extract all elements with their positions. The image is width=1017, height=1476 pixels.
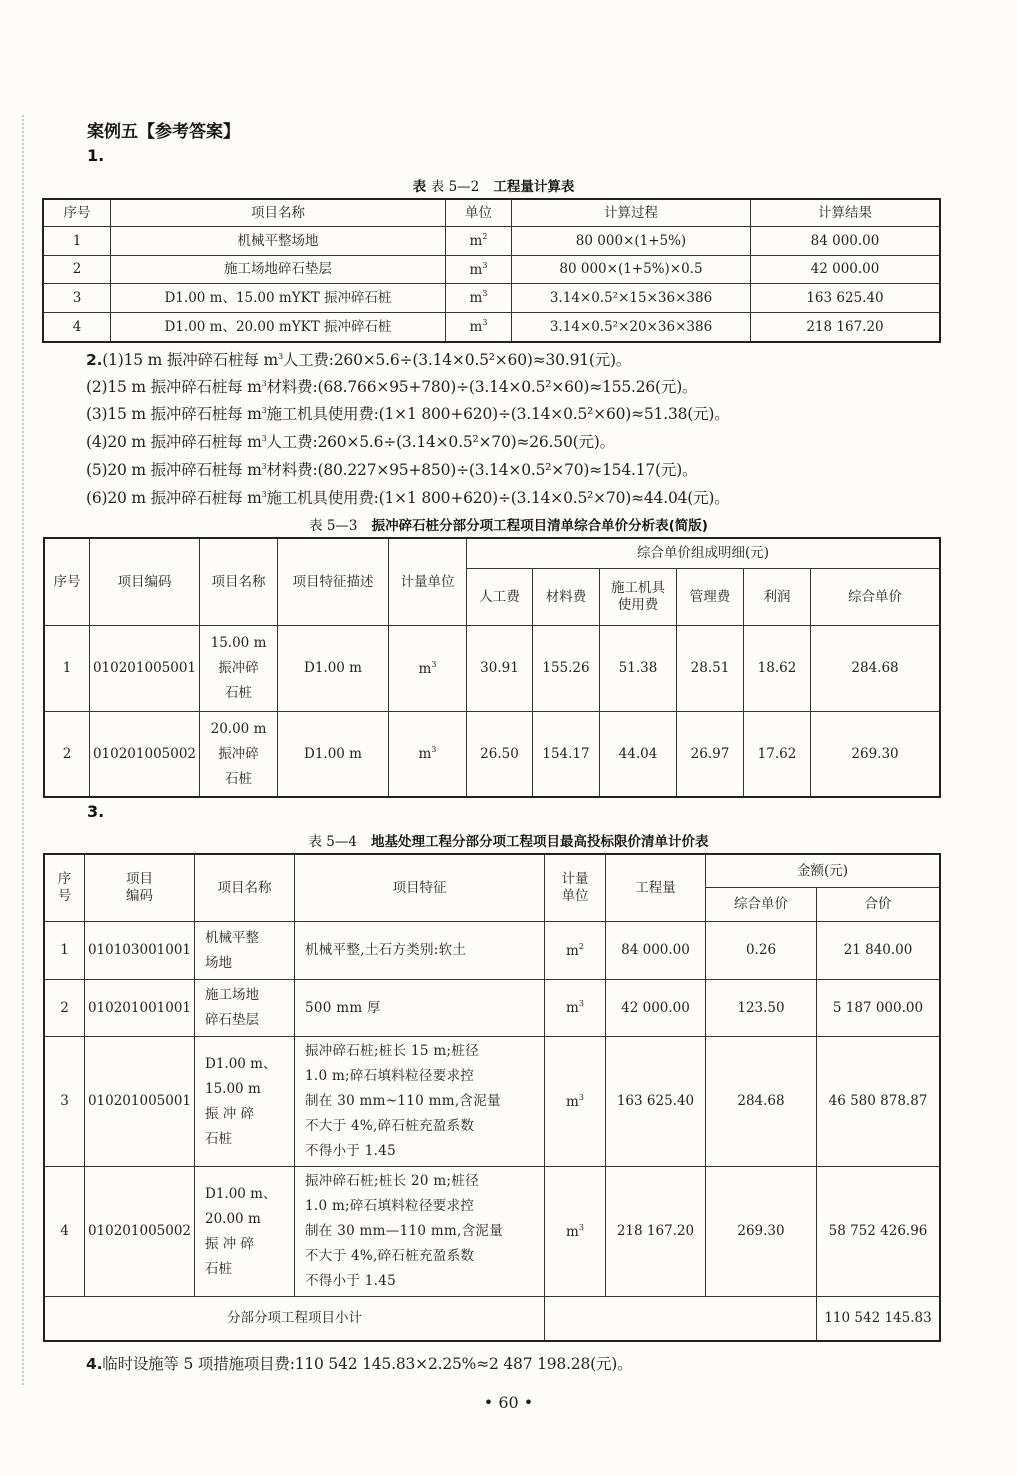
cell-no: 1 bbox=[44, 227, 111, 256]
q2-line-5: (5)20 m 振冲碎石桩每 $m^3$材料费:(80.227×95+850)÷(3.14×0.5²×70)≈154.17(元)。 bbox=[86, 461, 698, 479]
header-result: 计算结果 bbox=[751, 200, 940, 227]
cell-unit: $m^2$ bbox=[446, 227, 512, 256]
cell-machine: 44.04 bbox=[600, 712, 677, 797]
cell-name: D1.00 m、 15.00 m 振 冲 碎 石桩 bbox=[195, 1037, 295, 1167]
table-row bbox=[45, 712, 940, 797]
cell-unit: $m^3$ bbox=[545, 1167, 606, 1297]
cell-total: 21 840.00 bbox=[817, 922, 940, 980]
table-5-4-max-bid-price-list bbox=[44, 854, 940, 1341]
cell-unit-price: 284.68 bbox=[706, 1037, 817, 1167]
cell-feature: 机械平整,土石方类别:软土 bbox=[295, 922, 545, 980]
caption-title: 振冲碎石桩分部分项工程项目清单综合单价分析表(简版) bbox=[371, 518, 708, 534]
table-header-row bbox=[44, 200, 940, 227]
cell-feature: 500 mm 厚 bbox=[295, 980, 545, 1037]
cell-no: 1 bbox=[45, 922, 85, 980]
header-qty: 工程量 bbox=[606, 855, 706, 922]
question-1-label: 1. bbox=[87, 146, 105, 165]
cell-unit: $m^3$ bbox=[446, 256, 512, 284]
caption-number: 表 5—3 bbox=[309, 518, 358, 534]
binding-margin-line bbox=[22, 115, 24, 1385]
cell-feature: 振冲碎石桩;桩长 20 m;桩径 1.0 m;碎石填料粒径要求控 制在 30 mm—110 mm,含泥量 不大于 4%,碎石桩充盈系数 不得小于 1.45 bbox=[295, 1167, 545, 1297]
table-5-2-caption: 表 表 5—2 工程量计算表 bbox=[412, 179, 575, 195]
cell-unit: $m^3$ bbox=[446, 313, 512, 342]
header-machine: 施工机具 使用费 bbox=[600, 569, 677, 626]
cell-material: 155.26 bbox=[533, 626, 600, 712]
header-code: 项目 编码 bbox=[85, 855, 195, 922]
header-desc: 项目特征描述 bbox=[278, 539, 389, 626]
cell-unit: $m^3$ bbox=[545, 1037, 606, 1167]
header-name: 项目名称 bbox=[195, 855, 295, 922]
cell-name: D1.00 m、 20.00 m 振 冲 碎 石桩 bbox=[195, 1167, 295, 1297]
cell-unit: $m^3$ bbox=[389, 626, 467, 712]
cell-result: 84 000.00 bbox=[751, 227, 940, 256]
cell-labor: 26.50 bbox=[467, 712, 533, 797]
cell-desc: D1.00 m bbox=[278, 712, 389, 797]
cell-name: D1.00 m、20.00 mYKT 振冲碎石桩 bbox=[111, 313, 446, 342]
cell-result: 42 000.00 bbox=[751, 256, 940, 284]
cell-unit: $m^2$ bbox=[545, 922, 606, 980]
cell-no: 4 bbox=[45, 1167, 85, 1297]
table-row bbox=[44, 227, 940, 256]
cell-total: 269.30 bbox=[811, 712, 940, 797]
table-header-row bbox=[45, 855, 940, 888]
cell-qty: 42 000.00 bbox=[606, 980, 706, 1037]
cell-name: 施工场地碎石垫层 bbox=[111, 256, 446, 284]
cell-result: 163 625.40 bbox=[751, 284, 940, 313]
cell-unit: $m^3$ bbox=[446, 284, 512, 313]
cell-name: 施工场地 碎石垫层 bbox=[195, 980, 295, 1037]
table-5-3-unit-price-analysis bbox=[44, 538, 940, 797]
cell-process: 3.14×0.5²×20×36×386 bbox=[512, 313, 751, 342]
cell-no: 3 bbox=[45, 1037, 85, 1167]
cell-qty: 163 625.40 bbox=[606, 1037, 706, 1167]
cell-code: 010201001001 bbox=[85, 980, 195, 1037]
cell-mgmt: 28.51 bbox=[677, 626, 744, 712]
header-name: 项目名称 bbox=[200, 539, 278, 626]
header-total: 综合单价 bbox=[811, 569, 940, 626]
subtotal-row bbox=[45, 1297, 940, 1341]
table-row bbox=[45, 626, 940, 712]
cell-code: 010201005002 bbox=[85, 1167, 195, 1297]
header-mgmt: 管理费 bbox=[677, 569, 744, 626]
header-name: 项目名称 bbox=[111, 200, 446, 227]
cell-no: 3 bbox=[44, 284, 111, 313]
cell-total: 58 752 426.96 bbox=[817, 1167, 940, 1297]
cell-no: 4 bbox=[44, 313, 111, 342]
header-unit: 计量 单位 bbox=[545, 855, 606, 922]
table-5-4-caption bbox=[0, 830, 1017, 850]
cell-name: 20.00 m 振冲碎 石桩 bbox=[200, 712, 278, 797]
cell-feature: 振冲碎石桩;桩长 15 m;桩径 1.0 m;碎石填料粒径要求控 制在 30 mm~110 mm,含泥量 不大于 4%,碎石桩充盈系数 不得小于 1.45 bbox=[295, 1037, 545, 1167]
table-row bbox=[45, 1037, 940, 1167]
header-process: 计算过程 bbox=[512, 200, 751, 227]
header-feature: 项目特征 bbox=[295, 855, 545, 922]
question-3-label: 3. bbox=[87, 802, 105, 821]
q2-line-4: (4)20 m 振冲碎石桩每 $m^3$人工费:260×5.6÷(3.14×0.5²×70)≈26.50(元)。 bbox=[86, 433, 615, 451]
cell-total: 46 580 878.87 bbox=[817, 1037, 940, 1167]
cell-qty: 84 000.00 bbox=[606, 922, 706, 980]
header-unit: 计量单位 bbox=[389, 539, 467, 626]
header-unit: 单位 bbox=[446, 200, 512, 227]
cell-name: 机械平整 场地 bbox=[195, 922, 295, 980]
cell-process: 3.14×0.5²×15×36×386 bbox=[512, 284, 751, 313]
header-profit: 利润 bbox=[744, 569, 811, 626]
page-number: • 60 • bbox=[483, 1393, 534, 1412]
cell-code: 010201005002 bbox=[90, 712, 200, 797]
header-no: 序号 bbox=[45, 539, 90, 626]
case-title: 案例五【参考答案】 bbox=[87, 122, 240, 142]
q2-line-1: 2.(1)15 m 振冲碎石桩每 $m^3$人工费:260×5.6÷(3.14×0.5²×60)≈30.91(元)。 bbox=[86, 351, 632, 369]
subtotal-value: 110 542 145.83 bbox=[817, 1297, 940, 1341]
table-header-row bbox=[45, 539, 940, 569]
cell-unit: $m^3$ bbox=[545, 980, 606, 1037]
cell-process: 80 000×(1+5%) bbox=[512, 227, 751, 256]
cell-total: 5 187 000.00 bbox=[817, 980, 940, 1037]
header-labor: 人工费 bbox=[467, 569, 533, 626]
cell-no: 1 bbox=[45, 626, 90, 712]
cell-no: 2 bbox=[45, 980, 85, 1037]
caption-number: 表 5—2 bbox=[430, 179, 480, 195]
cell-name: D1.00 m、15.00 mYKT 振冲碎石桩 bbox=[111, 284, 446, 313]
header-amount: 金额(元) bbox=[706, 855, 940, 888]
header-group: 综合单价组成明细(元) bbox=[467, 539, 940, 569]
cell-no: 2 bbox=[45, 712, 90, 797]
table-5-3-caption bbox=[0, 514, 1017, 534]
cell-qty: 218 167.20 bbox=[606, 1167, 706, 1297]
cell-unit-price: 123.50 bbox=[706, 980, 817, 1037]
cell-code: 010103001001 bbox=[85, 922, 195, 980]
cell-code: 010201005001 bbox=[90, 626, 200, 712]
cell-process: 80 000×(1+5%)×0.5 bbox=[512, 256, 751, 284]
cell-name: 15.00 m 振冲碎 石桩 bbox=[200, 626, 278, 712]
header-no: 序 号 bbox=[45, 855, 85, 922]
cell-desc: D1.00 m bbox=[278, 626, 389, 712]
table-row bbox=[45, 980, 940, 1037]
header-code: 项目编码 bbox=[90, 539, 200, 626]
table-row bbox=[44, 313, 940, 342]
caption-title: 地基处理工程分部分项工程项目最高投标限价清单计价表 bbox=[371, 834, 709, 850]
header-no: 序号 bbox=[44, 200, 111, 227]
table-row bbox=[45, 1167, 940, 1297]
q2-line-6: (6)20 m 振冲碎石桩每 $m^3$施工机具使用费:(1×1 800+620)÷(3.14×0.5²×70)≈44.04(元)。 bbox=[86, 489, 730, 507]
header-total: 合价 bbox=[817, 888, 940, 922]
cell-unit: $m^3$ bbox=[389, 712, 467, 797]
table-row bbox=[45, 922, 940, 980]
subtotal-empty bbox=[545, 1297, 817, 1341]
cell-material: 154.17 bbox=[533, 712, 600, 797]
q2-line-3: (3)15 m 振冲碎石桩每 $m^3$施工机具使用费:(1×1 800+620)÷(3.14×0.5²×60)≈51.38(元)。 bbox=[86, 405, 730, 423]
cell-code: 010201005001 bbox=[85, 1037, 195, 1167]
caption-title: 工程量计算表 bbox=[493, 179, 575, 195]
q2-line-2: (2)15 m 振冲碎石桩每 $m^3$材料费:(68.766×95+780)÷(3.14×0.5²×60)≈155.26(元)。 bbox=[86, 378, 698, 396]
cell-unit-price: 0.26 bbox=[706, 922, 817, 980]
cell-mgmt: 26.97 bbox=[677, 712, 744, 797]
q4-line: 4.临时设施等 5 项措施项目费:110 542 145.83×2.25%≈2 487 198.28(元)。 bbox=[86, 1355, 633, 1373]
cell-machine: 51.38 bbox=[600, 626, 677, 712]
cell-total: 284.68 bbox=[811, 626, 940, 712]
subtotal-label: 分部分项工程项目小计 bbox=[45, 1297, 545, 1341]
cell-unit-price: 269.30 bbox=[706, 1167, 817, 1297]
cell-no: 2 bbox=[44, 256, 111, 284]
caption-number: 表 5—4 bbox=[308, 834, 357, 850]
table-5-2-quantity-calculation bbox=[43, 199, 940, 342]
header-unit-price: 综合单价 bbox=[706, 888, 817, 922]
cell-labor: 30.91 bbox=[467, 626, 533, 712]
cell-profit: 17.62 bbox=[744, 712, 811, 797]
cell-profit: 18.62 bbox=[744, 626, 811, 712]
cell-name: 机械平整场地 bbox=[111, 227, 446, 256]
table-row bbox=[44, 256, 940, 284]
header-material: 材料费 bbox=[533, 569, 600, 626]
table-row bbox=[44, 284, 940, 313]
cell-result: 218 167.20 bbox=[751, 313, 940, 342]
